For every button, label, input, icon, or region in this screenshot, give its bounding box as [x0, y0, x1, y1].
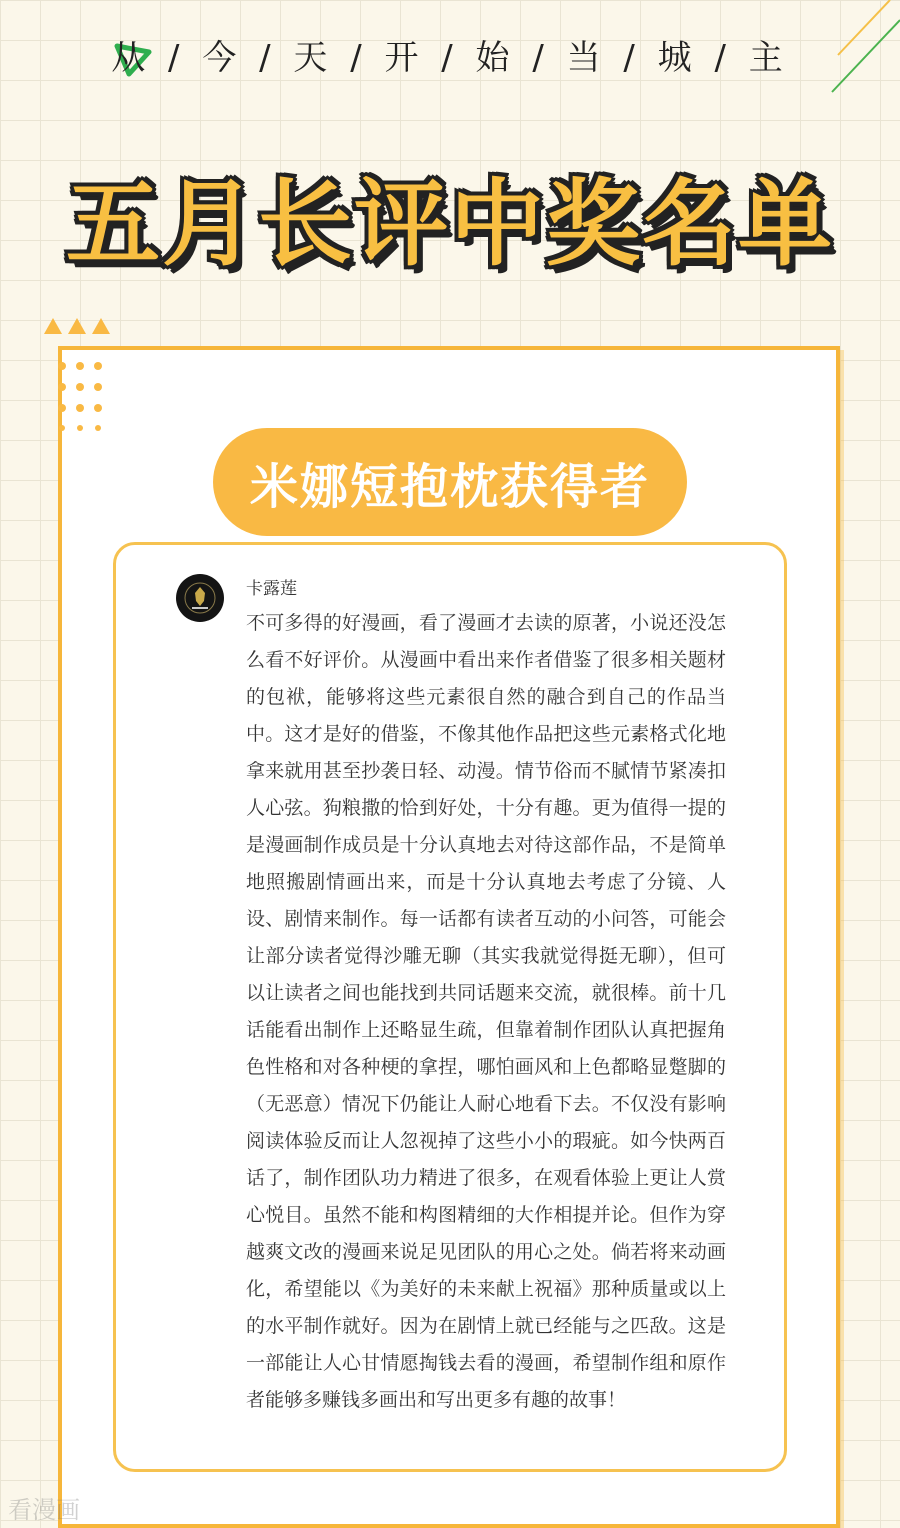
prize-badge-label: 米娜短抱枕获得者	[249, 458, 650, 515]
avatar[interactable]	[176, 574, 224, 622]
lion-emblem-icon	[183, 581, 217, 615]
prize-badge	[213, 428, 687, 536]
dots-decoration	[56, 360, 108, 432]
review-text: 不可多得的好漫画，看了漫画才去读的原著，小说还没怎么看不好评价。从漫画中看出来作者借鉴了很多相关题材的包袱，能够将这些元素很自然的融合到自己的作品当中。这才是好的借鉴，不像其他作品把这些元素格式化地拿来就用甚至抄袭日轻、动漫。情节俗而不腻情节紧凑扣人心弦。狗粮撒的恰到好处，十分有趣。更为值得一提的是漫画制作成员是十分认真地去对待这部作品，不是简单地照搬剧情画出来，而是十分认真地去考虑了分镜、人设、剧情来制作。每一话都有读者互动的小问答，可能会让部分读者觉得沙雕无聊（其实我就觉得挺无聊），但可以让读者之间也能找到共同话题来交流，就很棒。前十几话能看出制作上还略显生疏，但靠着制作团队认真把握角色性格和对各种梗的拿捏，哪怕画风和上色都略显蹩脚的（无恶意）情况下仍能让人耐心地看下去。不仅没有影响阅读体验反而让人忽视掉了这些小小的瑕疵。如今快两百话了，制作团队功力精进了很多，在观看体验上更让人赏心悦目。虽然不能和构图精细的大作相提并论。但作为穿越爽文改的漫画来说足见团队的用心之处。倘若将来动画化，希望能以《为美好的未来献上祝福》那种质量或以上的水平制作就好。因为在剧情上就已经能与之匹敌。这是一部能让人心甘情愿掏钱去看的漫画，希望制作组和原作者能够多赚钱多画出和写出更多有趣的故事！	[246, 612, 726, 1411]
small-triangles-decoration	[44, 318, 114, 336]
page-title: 五月长评中奖名单	[65, 170, 834, 279]
series-title: 从 / 今 / 天 / 开 / 始 / 当 / 城 / 主	[111, 38, 789, 78]
review-username: 卡露莲	[246, 579, 297, 599]
watermark: 看漫画	[8, 1496, 80, 1524]
